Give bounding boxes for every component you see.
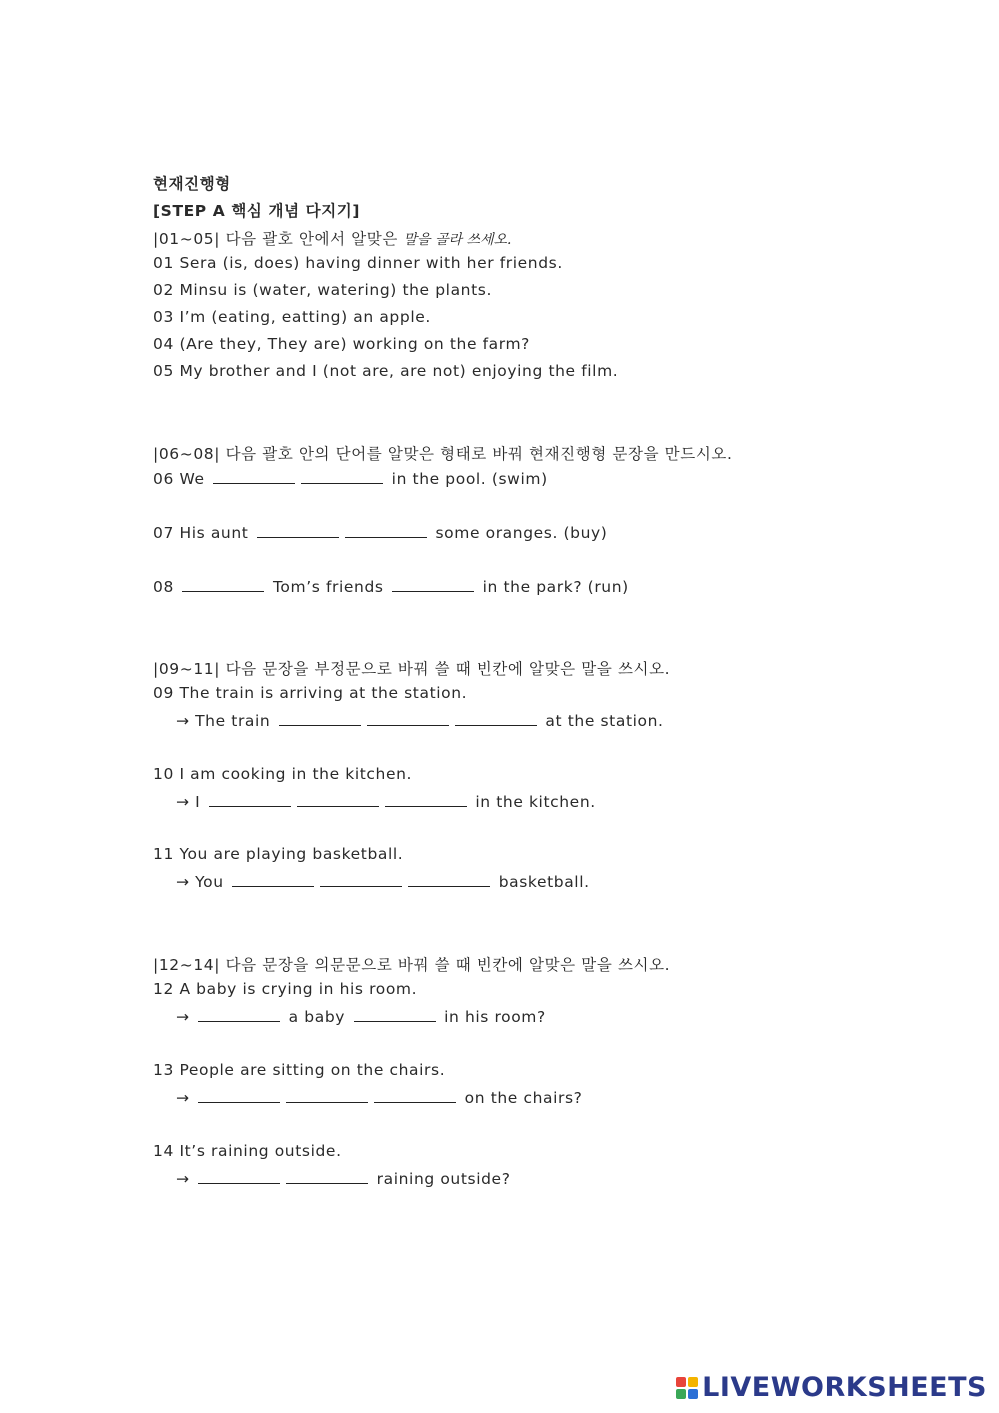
q07-start: 07 His aunt [153, 524, 249, 542]
q08-end: in the park? (run) [482, 578, 629, 596]
handwritten-note: 말을 골라 쓰세오. [403, 232, 512, 248]
question-14-answer [176, 1169, 511, 1188]
logo-square-green [676, 1389, 686, 1399]
q06-end: in the pool. (swim) [391, 470, 548, 488]
liveworksheets-logo[interactable] [676, 1372, 987, 1403]
question-09-prompt: 09 The train is arriving at the station. [153, 684, 468, 702]
q14-arrow: → [176, 1170, 190, 1188]
q14-end: raining outside? [376, 1170, 511, 1188]
answer-blank[interactable] [279, 711, 361, 726]
q07-end: some oranges. (buy) [435, 524, 608, 542]
question-03: 03 I’m (eating, eatting) an apple. [153, 308, 431, 326]
q06-start: 06 We [153, 470, 205, 488]
answer-blank[interactable] [232, 872, 314, 887]
question-02: 02 Minsu is (water, watering) the plants. [153, 281, 492, 299]
question-14-prompt: 14 It’s raining outside. [153, 1142, 342, 1160]
question-13-answer [176, 1088, 582, 1107]
q09-end: at the station. [545, 712, 664, 730]
question-11-prompt: 11 You are playing basketball. [153, 845, 404, 863]
q12-arrow: → [176, 1008, 190, 1026]
answer-blank[interactable] [182, 577, 264, 592]
answer-blank[interactable] [367, 711, 449, 726]
question-13-prompt: 13 People are sitting on the chairs. [153, 1061, 446, 1079]
question-07 [153, 523, 607, 542]
question-01: 01 Sera (is, does) having dinner with her friends. [153, 254, 563, 272]
question-10-prompt: 10 I am cooking in the kitchen. [153, 765, 413, 783]
q09-start: → The train [176, 712, 271, 730]
answer-blank[interactable] [286, 1169, 368, 1184]
section3-instruction: |09~11| 다음 문장을 부정문으로 바꿔 쓸 때 빈칸에 알맞은 말을 쓰시오. [153, 660, 671, 678]
question-05: 05 My brother and I (not are, are not) enjoying the film. [153, 362, 619, 380]
answer-blank[interactable] [301, 469, 383, 484]
question-12-prompt: 12 A baby is crying in his room. [153, 980, 418, 998]
q08-start: 08 [153, 578, 174, 596]
q12-middle: a baby [288, 1008, 346, 1026]
answer-blank[interactable] [297, 792, 379, 807]
answer-blank[interactable] [455, 711, 537, 726]
answer-blank[interactable] [257, 523, 339, 538]
instruction-text: |01~05| 다음 괄호 안에서 알맞은 [153, 230, 398, 248]
answer-blank[interactable] [198, 1007, 280, 1022]
answer-blank[interactable] [198, 1088, 280, 1103]
question-09-answer [176, 711, 664, 730]
q13-arrow: → [176, 1089, 190, 1107]
step-title: [STEP A 핵심 개념 다지기] [153, 202, 361, 220]
answer-blank[interactable] [408, 872, 490, 887]
answer-blank[interactable] [320, 872, 402, 887]
answer-blank[interactable] [213, 469, 295, 484]
logo-square-blue [688, 1389, 698, 1399]
logo-square-yellow [688, 1377, 698, 1387]
answer-blank[interactable] [286, 1088, 368, 1103]
q08-middle: Tom’s friends [273, 578, 384, 596]
question-08 [153, 577, 629, 596]
q13-end: on the chairs? [464, 1089, 583, 1107]
answer-blank[interactable] [385, 792, 467, 807]
q11-start: → You [176, 873, 224, 891]
brand-text: LIVEWORKSHEETS [702, 1372, 987, 1403]
logo-grid-icon [676, 1377, 698, 1399]
answer-blank[interactable] [354, 1007, 436, 1022]
section1-instruction [153, 227, 511, 249]
answer-blank[interactable] [198, 1169, 280, 1184]
question-10-answer [176, 792, 596, 811]
q11-end: basketball. [498, 873, 590, 891]
answer-blank[interactable] [345, 523, 427, 538]
question-11-answer [176, 872, 590, 891]
answer-blank[interactable] [374, 1088, 456, 1103]
answer-blank[interactable] [209, 792, 291, 807]
question-04: 04 (Are they, They are) working on the farm? [153, 335, 531, 353]
q10-end: in the kitchen. [475, 793, 596, 811]
section2-instruction: |06~08| 다음 괄호 안의 단어를 알맞은 형태로 바꿔 현재진행형 문장을 만드시오. [153, 445, 733, 463]
section4-instruction: |12~14| 다음 문장을 의문문으로 바꿔 쓸 때 빈칸에 알맞은 말을 쓰시오. [153, 956, 671, 974]
question-06 [153, 469, 548, 488]
q12-end: in his room? [444, 1008, 546, 1026]
logo-square-red [676, 1377, 686, 1387]
answer-blank[interactable] [392, 577, 474, 592]
question-12-answer [176, 1007, 546, 1026]
page-title: 현재진행형 [153, 175, 231, 193]
q10-start: → I [176, 793, 201, 811]
